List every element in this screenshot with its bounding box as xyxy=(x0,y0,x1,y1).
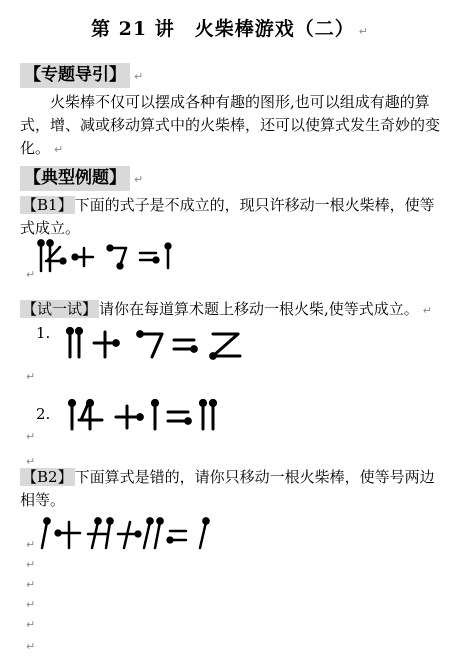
example-tag: 【B1】 xyxy=(22,196,73,214)
section-header-guide: 【专题导引】 ↵ xyxy=(20,60,143,85)
item1-matchstick-equation xyxy=(60,326,260,362)
example-b2-text: 【B2】 下面算式是错的，请你只移动一根火柴棒，使等号两边相等。 xyxy=(20,468,435,509)
paragraph-mark: ↵ xyxy=(134,173,144,186)
item2-matchstick-equation xyxy=(60,398,240,434)
paragraph-mark: ↵ xyxy=(26,578,36,591)
paragraph-mark: ↵ xyxy=(422,304,433,317)
paragraph-mark: ↵ xyxy=(26,558,36,571)
paragraph-mark: ↵ xyxy=(26,598,36,611)
paragraph-mark: ↵ xyxy=(26,455,36,468)
b2-matchstick-equation xyxy=(34,514,224,554)
try-it-text: 【试一试】 请你在每道算术题上移动一根火柴,使等式成立。 ↵ xyxy=(22,300,433,318)
paragraph-mark: ↵ xyxy=(26,618,36,631)
paragraph-mark: ↵ xyxy=(26,430,36,443)
example-b1-text: 【B1】 下面的式子是不成立的，现只许移动一根火柴棒，使等式成立。 xyxy=(20,196,435,237)
paragraph-mark: ↵ xyxy=(358,25,369,38)
paragraph-mark: ↵ xyxy=(134,70,144,83)
try-tag: 【试一试】 xyxy=(22,300,98,318)
b1-matchstick-equation xyxy=(30,238,190,274)
item-number-2: 2. xyxy=(36,405,51,423)
paragraph-mark: ↵ xyxy=(26,538,36,551)
example-tag: 【B2】 xyxy=(22,468,73,486)
page-title: 第 21 讲 火柴棒游戏（二） ↵ xyxy=(91,18,369,40)
paragraph-mark: ↵ xyxy=(26,370,36,383)
item-number-1: 1. xyxy=(36,324,51,342)
paragraph-mark: ↵ xyxy=(26,268,36,281)
section-header-examples: 【典型例题】 ↵ xyxy=(20,163,143,188)
paragraph-mark: ↵ xyxy=(26,640,36,653)
paragraph-mark: ↵ xyxy=(54,143,64,156)
intro-paragraph: 火柴棒不仅可以摆成各种有趣的图形,也可以组成有趣的算式，增、减或移动算式中的火柴棒，还可以使算式发生奇妙的变化。 ↵ xyxy=(20,93,441,157)
